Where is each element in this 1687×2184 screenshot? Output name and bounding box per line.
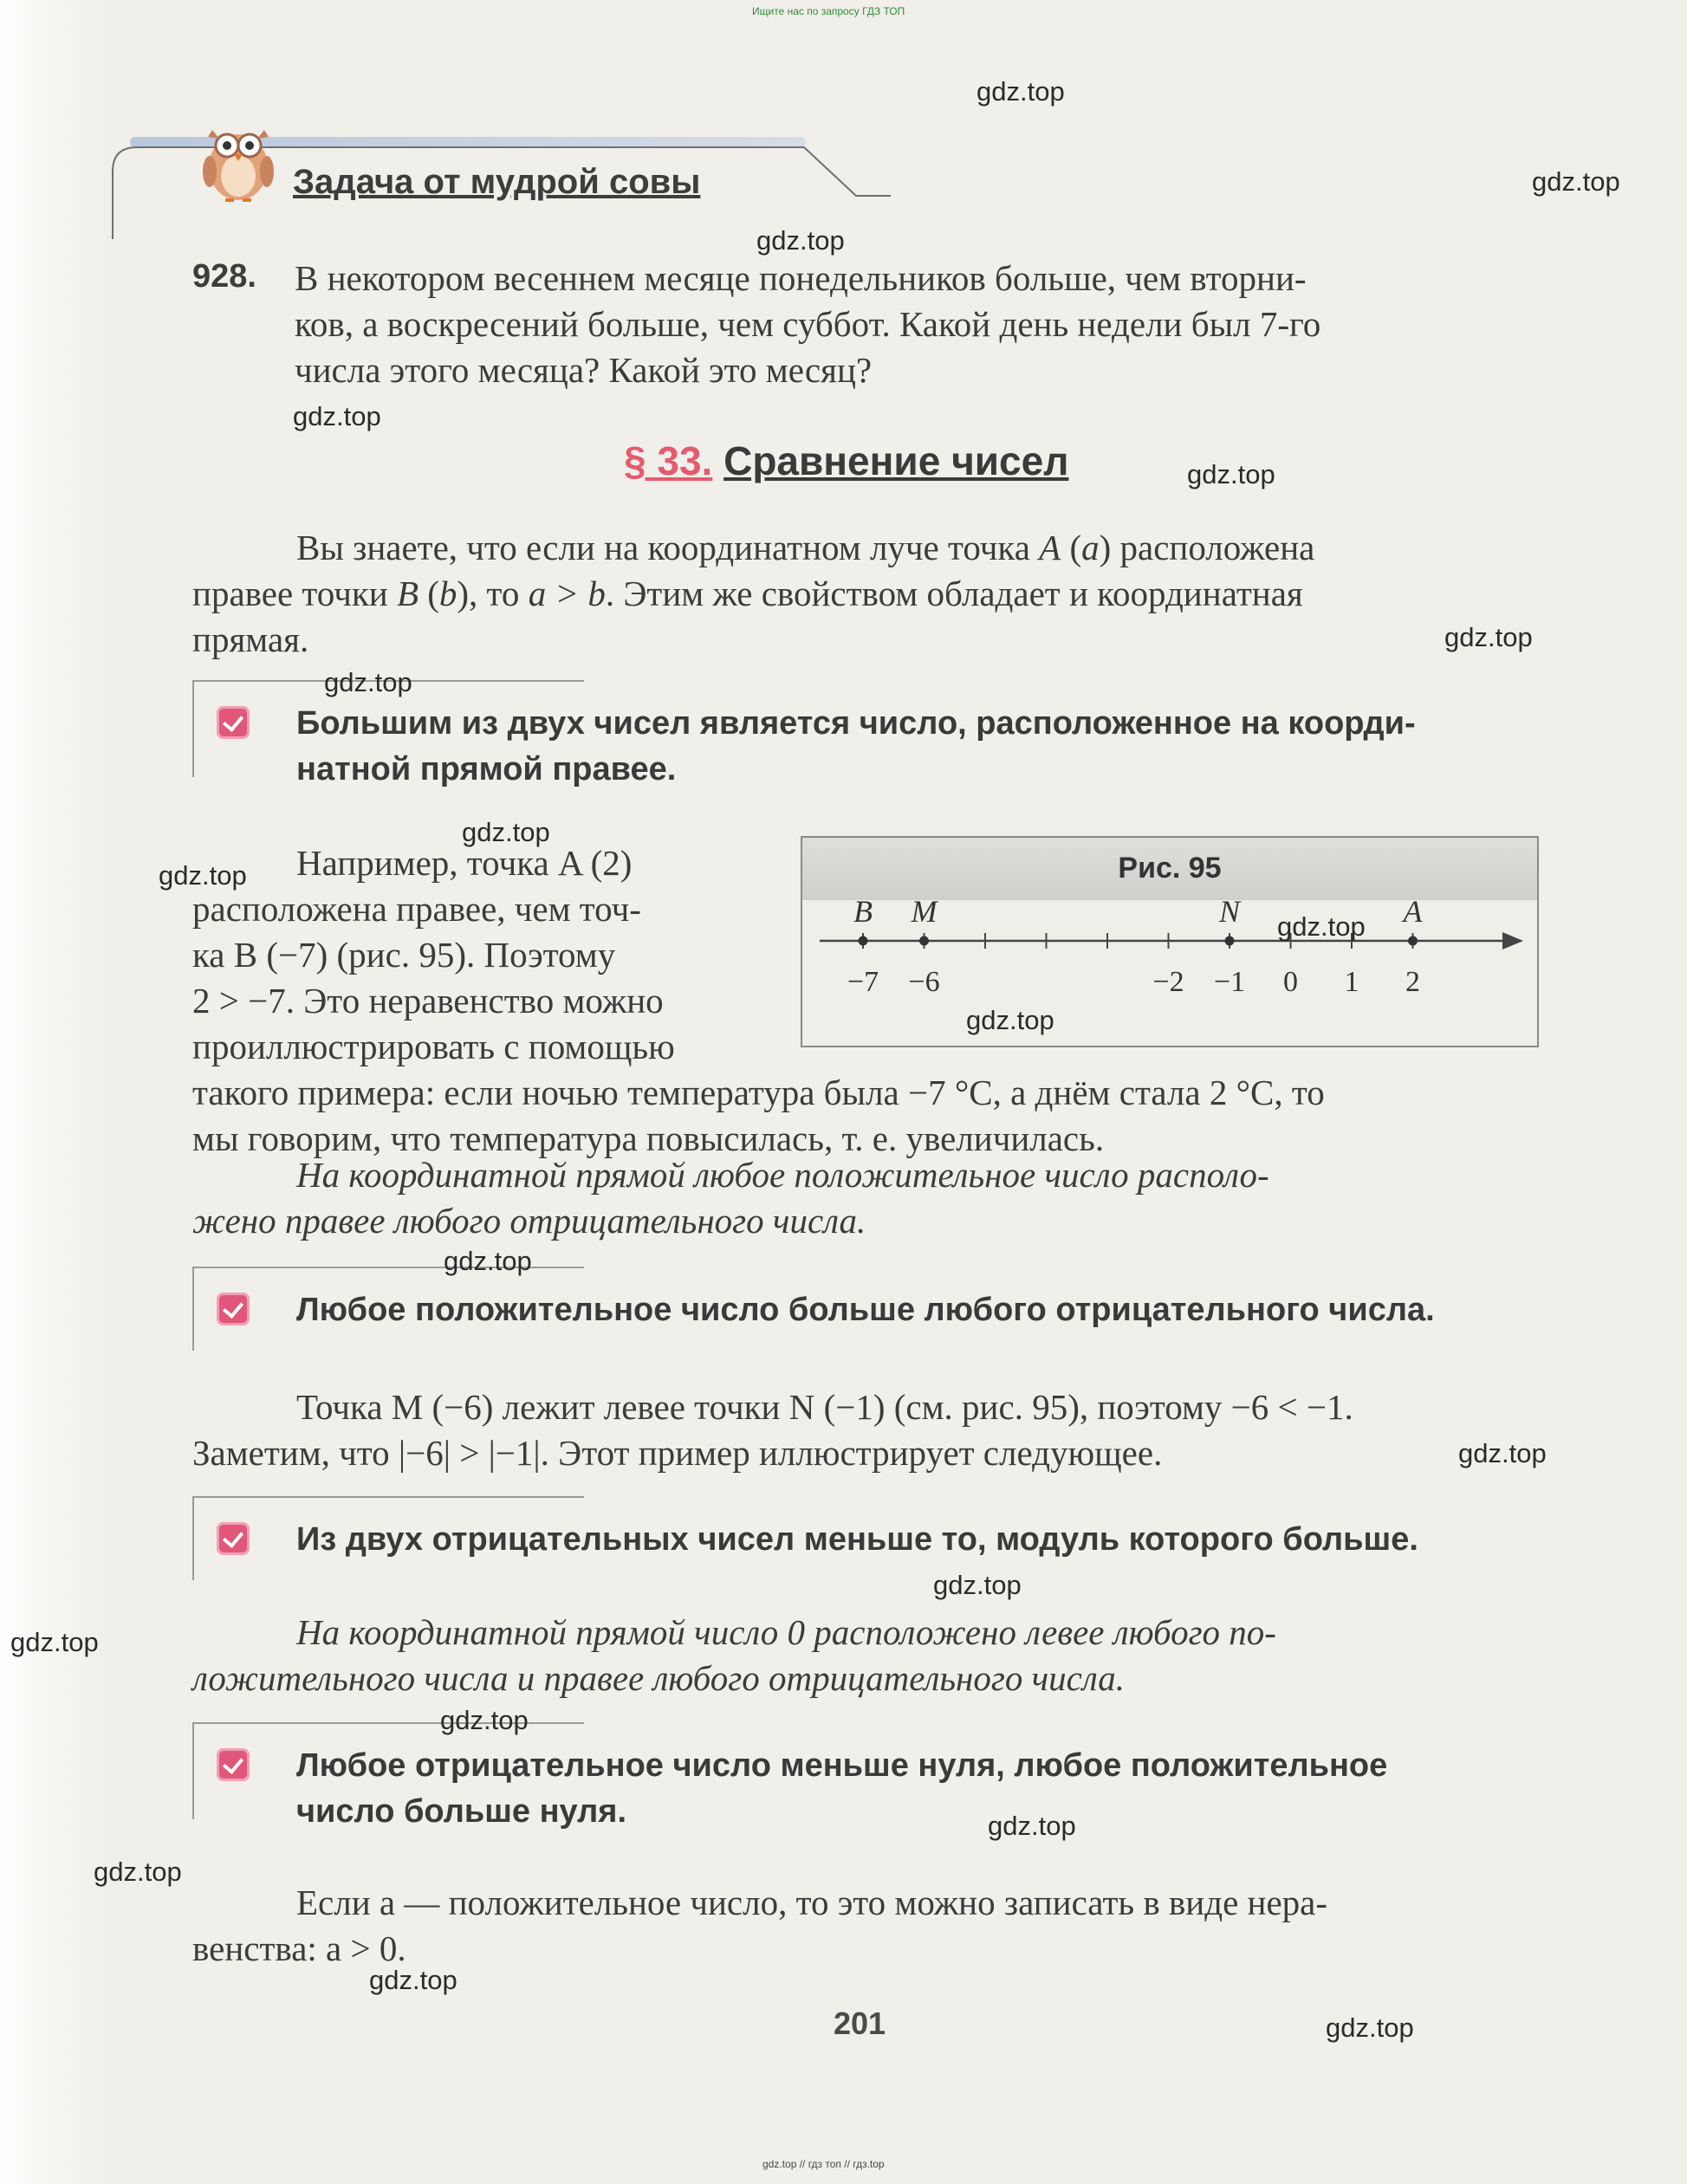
watermark: gdz.top — [1444, 622, 1533, 652]
tick-label: −7 — [847, 966, 879, 998]
footer-note: gdz.top // гдз топ // гдз.top — [762, 2158, 885, 2170]
point-a-var: A — [1039, 528, 1061, 567]
b-var: b — [438, 574, 457, 613]
italic-line: На координатной прямой число 0 расположено левее любого по- — [296, 1612, 1276, 1652]
rule-text — [296, 701, 1544, 793]
italic-line: жено правее любого отрицательного числа. — [192, 1201, 866, 1241]
watermark: gdz.top — [293, 401, 381, 431]
example-line: мы говорим, что температура повысилась, т. е. увеличилась. — [192, 1118, 1105, 1158]
italic-line: На координатной прямой любое положительное число располо- — [296, 1155, 1269, 1195]
watermark: gdz.top — [1187, 459, 1275, 489]
watermark: gdz.top — [324, 667, 412, 697]
example-line: Например, точка A (2) — [296, 843, 633, 883]
point-marker — [859, 936, 868, 946]
watermark: gdz.top — [462, 817, 550, 847]
rule-text — [296, 1287, 1544, 1333]
problem-text — [295, 256, 1544, 393]
example-line: такого примера: если ночью температура была −7 °C, а днём стала 2 °C, то — [192, 1073, 1325, 1112]
tick-label: −1 — [1213, 966, 1246, 998]
figure-95 — [801, 836, 1539, 1047]
intro-text: ( — [419, 574, 439, 613]
tick-label: 1 — [1344, 966, 1359, 998]
tick-label: 2 — [1405, 966, 1420, 998]
example-line: расположена правее, чем точ- — [192, 889, 641, 929]
axis-arrow — [1502, 932, 1523, 949]
problem-line: ков, а воскресений больше, чем суббот. Какой день недели был 7-го — [295, 304, 1321, 344]
point-label: B — [853, 900, 873, 929]
figure-title: Рис. 95 — [1118, 852, 1222, 885]
top-note: Ищите нас по запросу ГДЗ ТОП — [752, 5, 905, 17]
check-icon — [217, 1293, 250, 1325]
italic-line: ложительного числа и правее любого отрицательного числа. — [192, 1658, 1125, 1698]
problem-number-text: 928. — [192, 258, 256, 295]
comparison-line: Заметим, что |−6| > |−1|. Этот пример иллюстрирует следующее. — [192, 1433, 1163, 1473]
rule-line: Из двух отрицательных чисел меньше то, модуль которого больше. — [296, 1521, 1418, 1558]
watermark: gdz.top — [444, 1246, 532, 1276]
inequality: a > b — [528, 574, 606, 613]
problem-line: числа этого месяца? Какой это месяц? — [295, 350, 873, 390]
owl-icon — [191, 111, 286, 206]
final-line: Если a — положительное число, то это можно записать в виде нера- — [296, 1883, 1328, 1922]
intro-text: ) расположена — [1099, 528, 1315, 567]
check-icon — [217, 706, 250, 739]
final-paragraph — [192, 1880, 1544, 1972]
point-marker — [1225, 936, 1235, 946]
watermark: gdz.top — [159, 860, 247, 891]
rule-line: число больше нуля. — [296, 1793, 627, 1830]
section-mark: § 33. — [624, 438, 713, 483]
intro-paragraph — [192, 525, 1544, 663]
check-icon — [217, 1522, 250, 1555]
problem-line: В некотором весеннем месяце понедельников больше, чем вторни- — [295, 258, 1307, 298]
rule-line: Любое положительное число больше любого отрицательного числа. — [296, 1292, 1435, 1328]
watermark: gdz.top — [440, 1705, 529, 1735]
point-label: N — [1218, 900, 1241, 929]
point-marker — [919, 936, 929, 946]
watermark: gdz.top — [933, 1570, 1022, 1600]
watermark: gdz.top — [10, 1627, 99, 1657]
example-line: проиллюстрировать с помощью — [192, 1027, 675, 1066]
comparison-paragraph — [192, 1384, 1544, 1476]
a-var: a — [1081, 528, 1100, 567]
example-line: ка B (−7) (рис. 95). Поэтому — [192, 935, 616, 975]
watermark: gdz.top — [1458, 1438, 1547, 1468]
tick-label: −2 — [1152, 966, 1184, 998]
intro-text: Вы знаете, что если на координатном луче точка — [296, 528, 1040, 567]
section-heading — [624, 437, 1068, 484]
intro-line-2 — [192, 571, 1544, 617]
problem-number — [192, 258, 256, 295]
rule-line: Любое отрицательное число меньше нуля, любое положительное — [296, 1747, 1388, 1784]
intro-text: правее точки — [192, 574, 397, 613]
italic-statement-1 — [192, 1152, 1544, 1244]
page-edge-shade — [0, 0, 104, 2184]
rule-line: Большим из двух чисел является число, расположенное на коорди- — [296, 705, 1416, 742]
rule-text — [296, 1517, 1544, 1563]
final-line: венства: a > 0. — [192, 1928, 406, 1968]
intro-text: . Этим же свойством обладает и координатная — [605, 574, 1303, 613]
rule-line: натной прямой правее. — [296, 751, 677, 787]
watermark: gdz.top — [94, 1857, 182, 1887]
watermark: gdz.top — [369, 1965, 457, 1995]
number-line — [802, 900, 1537, 1046]
section-title: Сравнение чисел — [723, 438, 1069, 483]
comparison-line: Точка M (−6) лежит левее точки N (−1) (см. рис. 95), поэтому −6 < −1. — [296, 1387, 1353, 1427]
point-marker — [1408, 936, 1418, 946]
page-number: 201 — [834, 2006, 886, 2041]
watermark: gdz.top — [966, 1005, 1054, 1035]
point-label: A — [1403, 900, 1423, 929]
intro-text: ( — [1061, 528, 1082, 567]
tick-label: −6 — [908, 966, 940, 998]
watermark: gdz.top — [1532, 166, 1620, 197]
rule-text — [296, 1743, 1544, 1835]
tick-label: 0 — [1283, 966, 1298, 998]
watermark: gdz.top — [977, 76, 1065, 107]
owl-section-title: Задача от мудрой совы — [293, 163, 701, 201]
point-b-var: B — [396, 574, 419, 613]
watermark: gdz.top — [1326, 2012, 1414, 2043]
intro-line-1 — [192, 525, 1544, 571]
watermark: gdz.top — [988, 1811, 1076, 1841]
check-icon — [217, 1748, 250, 1781]
point-label: M — [911, 900, 938, 929]
watermark: gdz.top — [756, 225, 845, 256]
intro-text: ), то — [457, 574, 529, 613]
italic-statement-2 — [192, 1610, 1544, 1701]
example-line: 2 > −7. Это неравенство можно — [192, 981, 664, 1021]
watermark: gdz.top — [1277, 911, 1366, 942]
intro-line-3: прямая. — [192, 619, 309, 659]
